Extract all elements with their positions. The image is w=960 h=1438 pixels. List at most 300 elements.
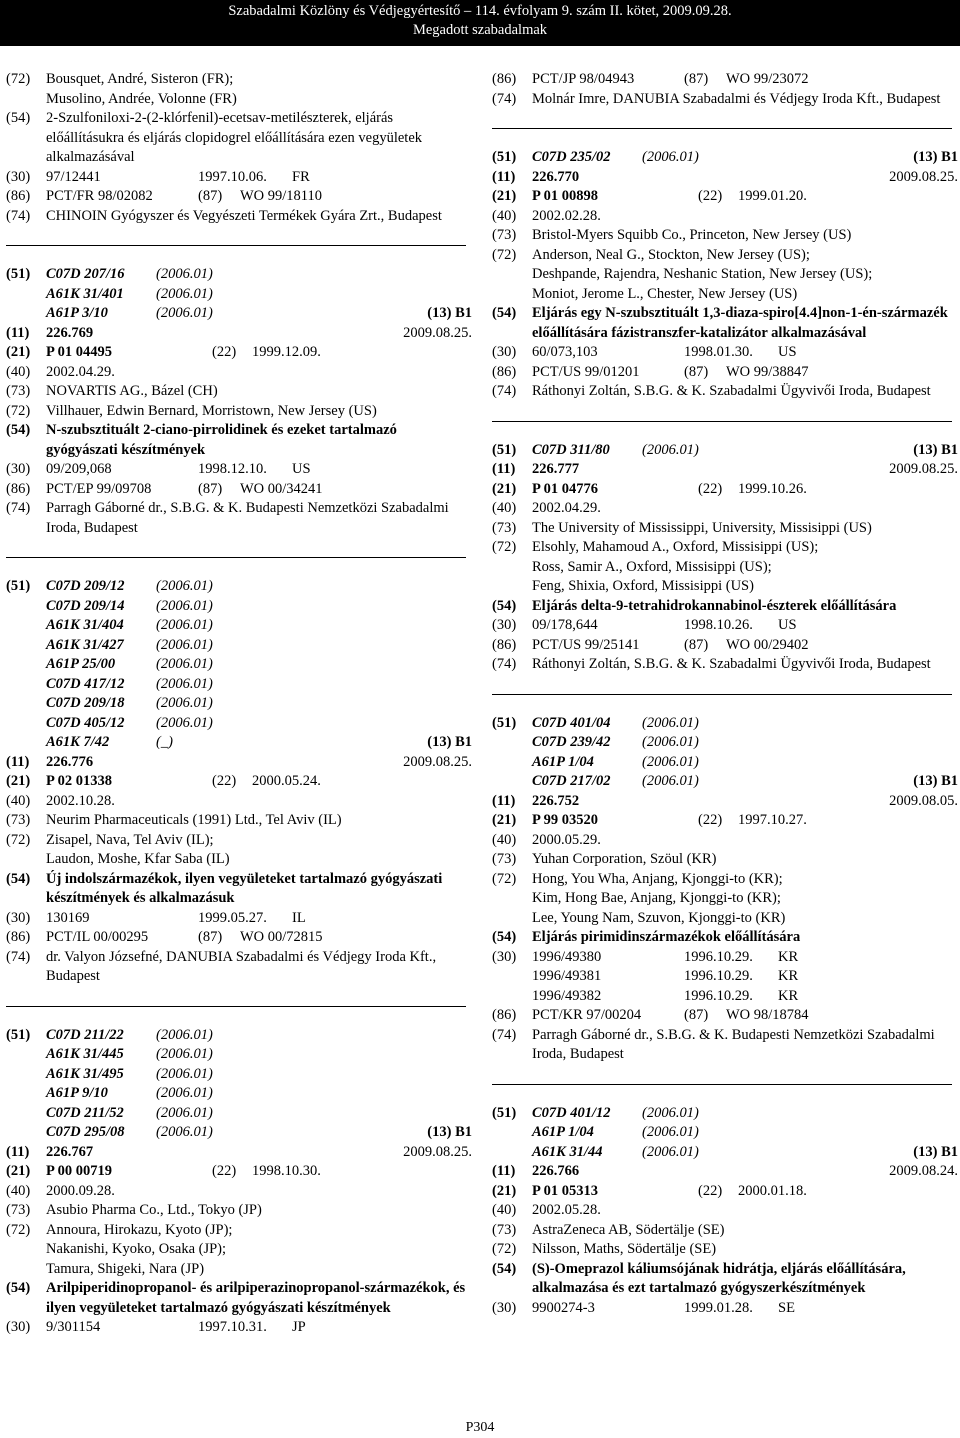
field-text: Neurim Pharmaceuticals (1991) Ltd., Tel Aviv (IL) (46, 812, 342, 828)
field-line (6, 928, 472, 948)
inid-code (6, 1104, 46, 1124)
classification-value (46, 636, 472, 656)
priority-country: US (778, 617, 797, 633)
classification-value (532, 441, 958, 461)
field-line (6, 948, 472, 987)
field-text: CHINOIN Gyógyszer és Vegyészeti Termékek Gyára Zrt., Budapest (46, 207, 442, 224)
field-value (532, 285, 958, 305)
inid-code (6, 714, 46, 734)
inid-code: (86) (492, 1007, 517, 1023)
inid-code: (74) (492, 656, 517, 672)
grant-date: 2009.08.24. (889, 1163, 958, 1179)
inid-code: (30) (6, 168, 31, 185)
field-text: Parragh Gáborné dr., S.B.G. & K. Budapesti Nemzetközi Szabadalmi Iroda, Budapest (532, 1026, 935, 1062)
inid-code (6, 850, 46, 870)
ipc-version: (2006.01) (642, 1143, 699, 1160)
field-line (492, 987, 958, 1007)
ipc-version: (2006.01) (642, 753, 699, 770)
ipc-version: (2006.01) (156, 1085, 213, 1101)
field-value (46, 948, 472, 987)
classification-line (6, 265, 472, 285)
field-text: Eljárás delta-9-tetrahidrokannabinol-észterek előállítására (532, 597, 897, 614)
inid-code: (11) (6, 1143, 30, 1160)
patent-number: 226.752 (532, 792, 580, 809)
inid-code (492, 909, 532, 929)
field-value (532, 265, 958, 285)
field-line (492, 1299, 958, 1319)
priority-date: 1997.10.31. (198, 1319, 267, 1335)
inid-code: (74) (492, 90, 517, 107)
ipc-version: (2006.01) (642, 149, 699, 165)
ipc-class: C07D 417/12 (46, 675, 125, 692)
inid-code: (54) (6, 110, 31, 126)
inid-code: (74) (6, 207, 31, 224)
field-line (6, 187, 472, 207)
inid-code (492, 1143, 532, 1163)
field-value (532, 343, 958, 363)
left-column (6, 70, 472, 1338)
field-line (492, 850, 958, 870)
classification-line (492, 772, 958, 792)
inid-code: (21) (6, 1163, 31, 1179)
field-line (492, 928, 958, 948)
inid-code (6, 1084, 46, 1104)
ipc-version: (2006.01) (642, 773, 699, 789)
priority-country: US (778, 344, 797, 360)
field-line (6, 850, 472, 870)
field-line (6, 909, 472, 929)
inid-code: (30) (6, 461, 31, 477)
right-column (492, 70, 958, 1318)
filing-date: 2000.05.24. (252, 773, 321, 789)
priority-date: 1998.12.10. (198, 461, 267, 477)
field-text: Asubio Pharma Co., Ltd., Tokyo (JP) (46, 1202, 262, 1218)
inid-code: (40) (6, 363, 31, 380)
field-value (46, 1182, 472, 1202)
field-value (46, 207, 472, 227)
field-line (492, 792, 958, 812)
inid-code (6, 1240, 46, 1260)
field-line (492, 655, 958, 675)
field-text: Eljárás pirimidinszármazékok előállítására (532, 929, 801, 945)
patent-number: 226.777 (532, 461, 580, 477)
application-number: P 01 00898 (532, 188, 599, 204)
classification-line (6, 285, 472, 305)
page-header (0, 0, 960, 46)
priority-country: KR (778, 968, 799, 984)
classification-value (532, 1123, 958, 1143)
grant-date: 2009.08.05. (889, 792, 958, 809)
field-line (6, 363, 472, 383)
application-number: P 99 03520 (532, 812, 599, 828)
ipc-class: A61P 1/04 (532, 1124, 594, 1140)
ipc-version: (2006.01) (156, 266, 213, 282)
field-value (532, 831, 958, 851)
field-value (532, 811, 958, 831)
filing-code: (22) (212, 344, 237, 360)
field-text: Hong, You Wha, Anjang, Kjonggi-to (KR); (532, 870, 783, 887)
inid-code (6, 1123, 46, 1143)
ipc-class: C07D 311/80 (532, 441, 610, 458)
priority-date: 1996.10.29. (684, 948, 753, 965)
field-line (6, 402, 472, 422)
inid-code (492, 265, 532, 285)
field-value (532, 909, 958, 929)
pct-code: (87) (684, 636, 709, 653)
inid-code: (51) (492, 149, 517, 165)
ipc-class: A61P 9/10 (46, 1085, 108, 1101)
inid-code: (40) (492, 831, 517, 848)
pct-application: PCT/FR 98/02082 (46, 188, 153, 204)
inid-code: (54) (6, 1280, 31, 1296)
classification-line (492, 714, 958, 734)
priority-date: 1998.10.26. (684, 617, 753, 633)
priority-number: 1996/49382 (532, 987, 602, 1004)
field-value (46, 1279, 472, 1318)
document-kind: (13) B1 (913, 1143, 958, 1160)
pct-publication: WO 00/34241 (240, 480, 323, 497)
entry-divider (492, 128, 952, 129)
patent-entry (492, 714, 958, 1065)
priority-country: JP (292, 1319, 306, 1335)
field-value (532, 655, 958, 675)
ipc-version: (2006.01) (156, 1046, 213, 1062)
pct-code: (87) (684, 363, 709, 380)
field-text: NOVARTIS AG., Bázel (CH) (46, 383, 218, 399)
field-text: Nilsson, Maths, Södertälje (SE) (532, 1241, 717, 1257)
priority-country: IL (292, 909, 306, 926)
priority-number: 60/073,103 (532, 344, 598, 360)
priority-country: FR (292, 168, 310, 185)
classification-line (6, 577, 472, 597)
field-line (6, 772, 472, 792)
ipc-version: (2006.01) (156, 695, 213, 711)
patent-entry (6, 265, 472, 538)
patent-entry (492, 148, 958, 402)
field-text: N-szubsztituált 2-ciano-pirrolidinek és ezeket tartalmazó gyógyászati készítmények (46, 422, 397, 458)
priority-number: 1996/49381 (532, 968, 602, 984)
field-text: Arilpiperidinopropanol- és arilpiperazinopropanol-származékok, és ilyen vegyületeket tartalmazó gyógyászati készítmények (46, 1280, 466, 1316)
inid-code: (74) (6, 500, 31, 516)
ipc-version: (_) (156, 734, 173, 750)
inid-code (6, 1045, 46, 1065)
inid-code (492, 889, 532, 909)
field-value (532, 519, 958, 539)
inid-code: (54) (6, 870, 31, 887)
pct-code: (87) (198, 929, 223, 945)
field-value (46, 1318, 472, 1338)
ipc-class: C07D 235/02 (532, 149, 611, 165)
inid-code: (86) (492, 71, 517, 87)
field-value (46, 168, 472, 188)
entry-divider (6, 557, 466, 558)
priority-number: 09/209,068 (46, 461, 112, 477)
inid-code: (86) (492, 636, 517, 653)
inid-code: (51) (6, 1026, 31, 1043)
field-value (532, 889, 958, 909)
priority-number: 09/178,644 (532, 617, 598, 633)
ipc-version: (2006.01) (156, 636, 213, 653)
ipc-version: (2006.01) (156, 578, 213, 594)
field-text: Bristol-Myers Squibb Co., Princeton, New Jersey (US) (532, 227, 852, 243)
patent-entry (6, 1026, 472, 1338)
classification-line (6, 616, 472, 636)
inid-code (492, 1123, 532, 1143)
field-line (492, 207, 958, 227)
field-line (6, 421, 472, 460)
field-line (6, 343, 472, 363)
field-text: 2000.05.29. (532, 831, 601, 848)
inid-code: (72) (492, 246, 517, 263)
field-line (6, 207, 472, 227)
field-line (6, 460, 472, 480)
field-line (492, 460, 958, 480)
ipc-class: A61P 25/00 (46, 656, 116, 672)
field-text: Eljárás egy N-szubsztituált 1,3-diaza-spiro[4.4]non-1-én-származék előállítására fázistranszfer-katalizátor alkalmazásával (532, 305, 948, 341)
ipc-class: A61P 3/10 (46, 305, 108, 321)
field-text: Feng, Shixia, Oxford, Missisippi (US) (532, 578, 754, 594)
patent-number: 226.770 (532, 168, 580, 185)
classification-value (46, 675, 472, 695)
application-number: P 01 04495 (46, 344, 113, 360)
field-text: AstraZeneca AB, Södertälje (SE) (532, 1221, 725, 1238)
field-line (492, 1201, 958, 1221)
field-line (492, 831, 958, 851)
pct-application: PCT/IL 00/00295 (46, 929, 149, 945)
ipc-class: C07D 211/22 (46, 1026, 124, 1043)
inid-code: (73) (6, 383, 31, 399)
inid-code: (73) (6, 812, 31, 828)
field-text: Ross, Samir A., Oxford, Missisippi (US); (532, 558, 772, 575)
ipc-class: C07D 209/14 (46, 597, 125, 614)
inid-code: (73) (492, 227, 517, 243)
field-line (492, 967, 958, 987)
classification-value (46, 694, 472, 714)
inid-code: (51) (6, 266, 31, 282)
classification-line (6, 304, 472, 324)
priority-country: KR (778, 948, 799, 965)
ipc-class: A61K 31/401 (46, 285, 124, 302)
field-line (6, 324, 472, 344)
ipc-class: A61K 7/42 (46, 734, 110, 750)
field-line (6, 90, 472, 110)
inid-code (6, 616, 46, 636)
field-value (532, 382, 958, 402)
field-line (6, 168, 472, 188)
field-value (46, 1143, 472, 1163)
ipc-class: C07D 217/02 (532, 773, 611, 789)
ipc-class: C07D 295/08 (46, 1124, 125, 1140)
inid-code: (11) (6, 753, 30, 770)
ipc-class: C07D 401/04 (532, 714, 611, 731)
field-value (532, 1221, 958, 1241)
field-value (46, 870, 472, 909)
field-line (6, 70, 472, 90)
field-line (492, 480, 958, 500)
field-value (46, 772, 472, 792)
classification-line (6, 675, 472, 695)
field-text: 2002.04.29. (46, 363, 115, 380)
document-kind: (13) B1 (427, 305, 472, 321)
inid-code: (11) (492, 168, 516, 185)
inid-code: (54) (492, 929, 517, 945)
field-value (532, 499, 958, 519)
field-value (46, 343, 472, 363)
classification-line (492, 1143, 958, 1163)
inid-code: (30) (6, 909, 31, 926)
grant-date: 2009.08.25. (403, 753, 472, 770)
field-line (6, 480, 472, 500)
filing-date: 1997.10.27. (738, 812, 807, 828)
filing-code: (22) (698, 188, 723, 204)
ipc-version: (2006.01) (156, 305, 213, 321)
inid-code: (51) (492, 441, 517, 458)
classification-line (492, 1104, 958, 1124)
pct-publication: WO 98/18784 (726, 1007, 809, 1023)
page-number: P304 (465, 1420, 495, 1435)
field-line (6, 1162, 472, 1182)
field-value (532, 987, 958, 1007)
field-value (46, 811, 472, 831)
ipc-version: (2006.01) (156, 714, 213, 731)
classification-value (532, 1104, 958, 1124)
inid-code: (21) (492, 188, 517, 204)
patent-number: 226.769 (46, 324, 94, 341)
filing-date: 1999.10.26. (738, 480, 807, 497)
pct-code: (87) (198, 188, 223, 204)
field-value (46, 480, 472, 500)
field-value (532, 870, 958, 890)
priority-country: KR (778, 987, 799, 1004)
field-line (492, 265, 958, 285)
field-value (46, 1162, 472, 1182)
field-text: 2002.04.29. (532, 500, 601, 516)
classification-line (6, 694, 472, 714)
filing-code: (22) (698, 812, 723, 828)
field-line (492, 1182, 958, 1202)
inid-code (492, 772, 532, 792)
field-line (6, 1182, 472, 1202)
field-text: Nakanishi, Kyoko, Osaka (JP); (46, 1241, 227, 1257)
field-line (492, 1026, 958, 1065)
inid-code: (11) (6, 324, 30, 341)
field-text: Új indolszármazékok, ilyen vegyületeket tartalmazó gyógyászati készítmények és alkalmazásuk (46, 870, 443, 906)
field-value (46, 850, 472, 870)
inid-code: (30) (6, 1319, 31, 1335)
inid-code (6, 1260, 46, 1280)
ipc-version: (2006.01) (156, 1104, 213, 1121)
field-line (492, 70, 958, 90)
pct-publication: WO 99/23072 (726, 71, 809, 87)
field-value (46, 324, 472, 344)
field-text: Deshpande, Rajendra, Neshanic Station, New Jersey (US); (532, 266, 873, 282)
inid-code: (72) (492, 1241, 517, 1257)
field-value (46, 1260, 472, 1280)
field-line (492, 304, 958, 343)
inid-code: (74) (6, 948, 31, 965)
patent-entry (6, 70, 472, 226)
patent-entry (6, 577, 472, 987)
classification-value (46, 265, 472, 285)
filing-code: (22) (698, 1182, 723, 1199)
inid-code: (72) (6, 1221, 31, 1238)
field-text: Annoura, Hirokazu, Kyoto (JP); (46, 1221, 233, 1238)
field-line (492, 636, 958, 656)
field-value (46, 753, 472, 773)
field-line (492, 519, 958, 539)
pct-application: PCT/US 99/25141 (532, 636, 640, 653)
inid-code (492, 967, 532, 987)
classification-line (6, 597, 472, 617)
field-line (492, 187, 958, 207)
journal-title: Szabadalmi Közlöny és Védjegyértesítő – 114. évfolyam 9. szám II. kötet, 2009.09.28. (228, 3, 732, 19)
field-line (6, 753, 472, 773)
classification-value (46, 1104, 472, 1124)
field-line (492, 1240, 958, 1260)
grant-date: 2009.08.25. (403, 1143, 472, 1160)
classification-line (6, 1026, 472, 1046)
inid-code: (51) (492, 1104, 517, 1121)
filing-date: 1999.12.09. (252, 344, 321, 360)
inid-code: (86) (6, 929, 31, 945)
section-title: Megadott szabadalmak (412, 22, 548, 38)
field-value (46, 402, 472, 422)
field-value (46, 1240, 472, 1260)
inid-code: (73) (492, 1221, 517, 1238)
field-line (492, 363, 958, 383)
field-value (46, 187, 472, 207)
field-text: dr. Valyon Józsefné, DANUBIA Szabadalmi és Védjegy Iroda Kft., Budapest (46, 948, 437, 984)
inid-code: (21) (492, 1182, 517, 1199)
ipc-class: A61K 31/427 (46, 636, 124, 653)
field-line (6, 1260, 472, 1280)
inid-code: (54) (492, 1260, 517, 1277)
ipc-version: (2006.01) (642, 714, 699, 731)
field-text: Yuhan Corporation, Szöul (KR) (532, 851, 717, 867)
ipc-class: C07D 209/18 (46, 695, 125, 711)
inid-code (6, 90, 46, 110)
field-value (532, 1006, 958, 1026)
pct-publication: WO 99/38847 (726, 363, 809, 380)
field-line (6, 792, 472, 812)
pct-code: (87) (684, 71, 709, 87)
priority-country: US (292, 461, 311, 477)
ipc-version: (2006.01) (156, 285, 213, 302)
priority-date: 1996.10.29. (684, 987, 753, 1004)
classification-value (46, 733, 472, 753)
classification-line (6, 714, 472, 734)
ipc-version: (2006.01) (156, 1124, 213, 1140)
priority-country: SE (778, 1299, 795, 1316)
document-kind: (13) B1 (427, 734, 472, 750)
field-value (46, 1221, 472, 1241)
classification-line (6, 636, 472, 656)
classification-line (492, 148, 958, 168)
document-kind: (13) B1 (913, 773, 958, 789)
patent-entry (492, 441, 958, 675)
inid-code (6, 655, 46, 675)
classification-line (6, 1123, 472, 1143)
priority-date: 1997.10.06. (198, 168, 267, 185)
classification-value (532, 1143, 958, 1163)
field-line (492, 343, 958, 363)
inid-code: (54) (6, 422, 31, 438)
field-text: 2002.10.28. (46, 792, 115, 809)
field-line (6, 811, 472, 831)
entry-divider (6, 1006, 466, 1007)
classification-value (46, 1026, 472, 1046)
classification-value (46, 714, 472, 734)
